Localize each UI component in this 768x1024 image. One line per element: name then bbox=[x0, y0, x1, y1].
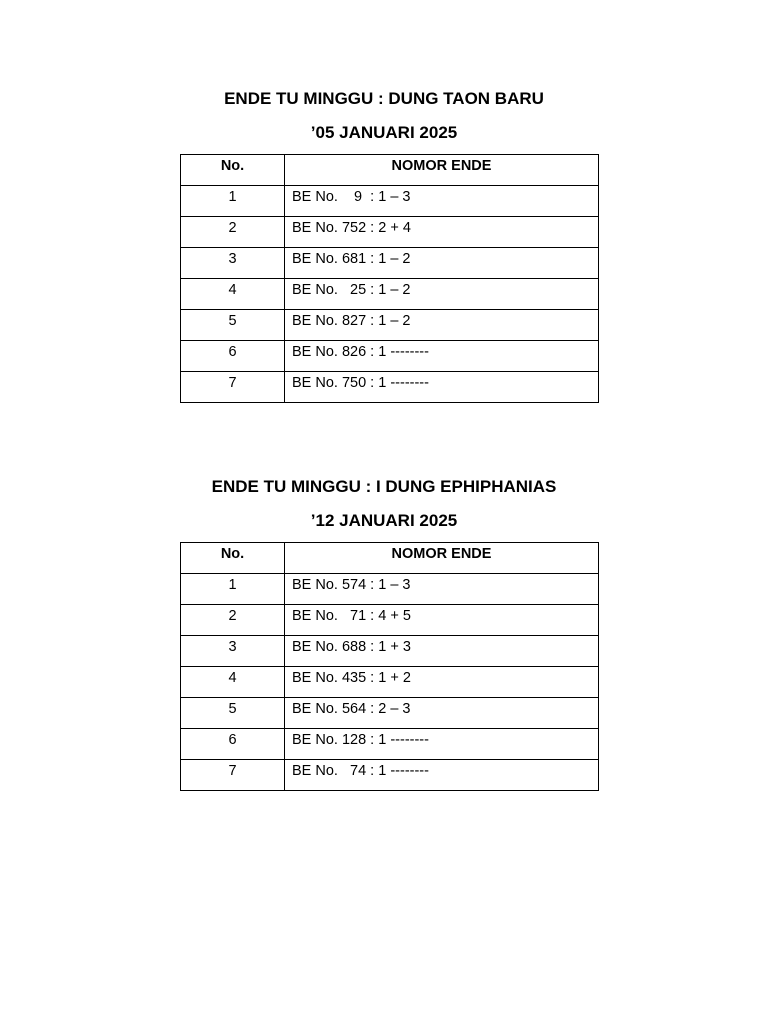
hymn-section-2 bbox=[0, 475, 768, 779]
hymn-reference: BE No. 128 : 1 -------- bbox=[285, 729, 599, 760]
table-row bbox=[181, 248, 599, 279]
row-number: 6 bbox=[181, 729, 285, 760]
table-row bbox=[181, 667, 599, 698]
row-number: 7 bbox=[181, 372, 285, 403]
column-header-no: No. bbox=[181, 155, 285, 186]
table-row bbox=[181, 372, 599, 403]
table-row bbox=[181, 698, 599, 729]
row-number: 7 bbox=[181, 760, 285, 791]
row-number: 3 bbox=[181, 248, 285, 279]
row-number: 1 bbox=[181, 574, 285, 605]
section-title: ENDE TU MINGGU : DUNG TAON BARU bbox=[224, 89, 544, 108]
hymn-reference: BE No. 826 : 1 -------- bbox=[285, 341, 599, 372]
table-row bbox=[181, 729, 599, 760]
column-header-no: No. bbox=[181, 543, 285, 574]
column-header-nomor-ende: NOMOR ENDE bbox=[285, 543, 599, 574]
section-date: ’05 JANUARI 2025 bbox=[310, 123, 458, 142]
table-row bbox=[181, 341, 599, 372]
hymn-table bbox=[180, 542, 599, 791]
row-number: 4 bbox=[181, 279, 285, 310]
hymn-section-1 bbox=[0, 87, 768, 391]
table-row bbox=[181, 605, 599, 636]
table-row bbox=[181, 760, 599, 791]
hymn-reference: BE No. 9 : 1 – 3 bbox=[285, 186, 599, 217]
hymn-reference: BE No. 71 : 4 + 5 bbox=[285, 605, 599, 636]
table-header-row bbox=[181, 155, 599, 186]
section-date: ’12 JANUARI 2025 bbox=[310, 511, 458, 530]
table-row bbox=[181, 279, 599, 310]
hymn-reference: BE No. 688 : 1 + 3 bbox=[285, 636, 599, 667]
row-number: 5 bbox=[181, 310, 285, 341]
row-number: 2 bbox=[181, 217, 285, 248]
hymn-reference: BE No. 435 : 1 + 2 bbox=[285, 667, 599, 698]
hymn-reference: BE No. 827 : 1 – 2 bbox=[285, 310, 599, 341]
hymn-reference: BE No. 574 : 1 – 3 bbox=[285, 574, 599, 605]
table-row bbox=[181, 310, 599, 341]
column-header-nomor-ende: NOMOR ENDE bbox=[285, 155, 599, 186]
hymn-reference: BE No. 25 : 1 – 2 bbox=[285, 279, 599, 310]
row-number: 6 bbox=[181, 341, 285, 372]
hymn-reference: BE No. 681 : 1 – 2 bbox=[285, 248, 599, 279]
hymn-reference: BE No. 564 : 2 – 3 bbox=[285, 698, 599, 729]
hymn-reference: BE No. 74 : 1 -------- bbox=[285, 760, 599, 791]
row-number: 4 bbox=[181, 667, 285, 698]
hymn-reference: BE No. 752 : 2 + 4 bbox=[285, 217, 599, 248]
section-title: ENDE TU MINGGU : I DUNG EPHIPHANIAS bbox=[211, 477, 557, 496]
table-row bbox=[181, 574, 599, 605]
table-row bbox=[181, 186, 599, 217]
table-row bbox=[181, 636, 599, 667]
table-header-row bbox=[181, 543, 599, 574]
table-row bbox=[181, 217, 599, 248]
row-number: 1 bbox=[181, 186, 285, 217]
hymn-table bbox=[180, 154, 599, 403]
row-number: 2 bbox=[181, 605, 285, 636]
row-number: 3 bbox=[181, 636, 285, 667]
hymn-reference: BE No. 750 : 1 -------- bbox=[285, 372, 599, 403]
row-number: 5 bbox=[181, 698, 285, 729]
